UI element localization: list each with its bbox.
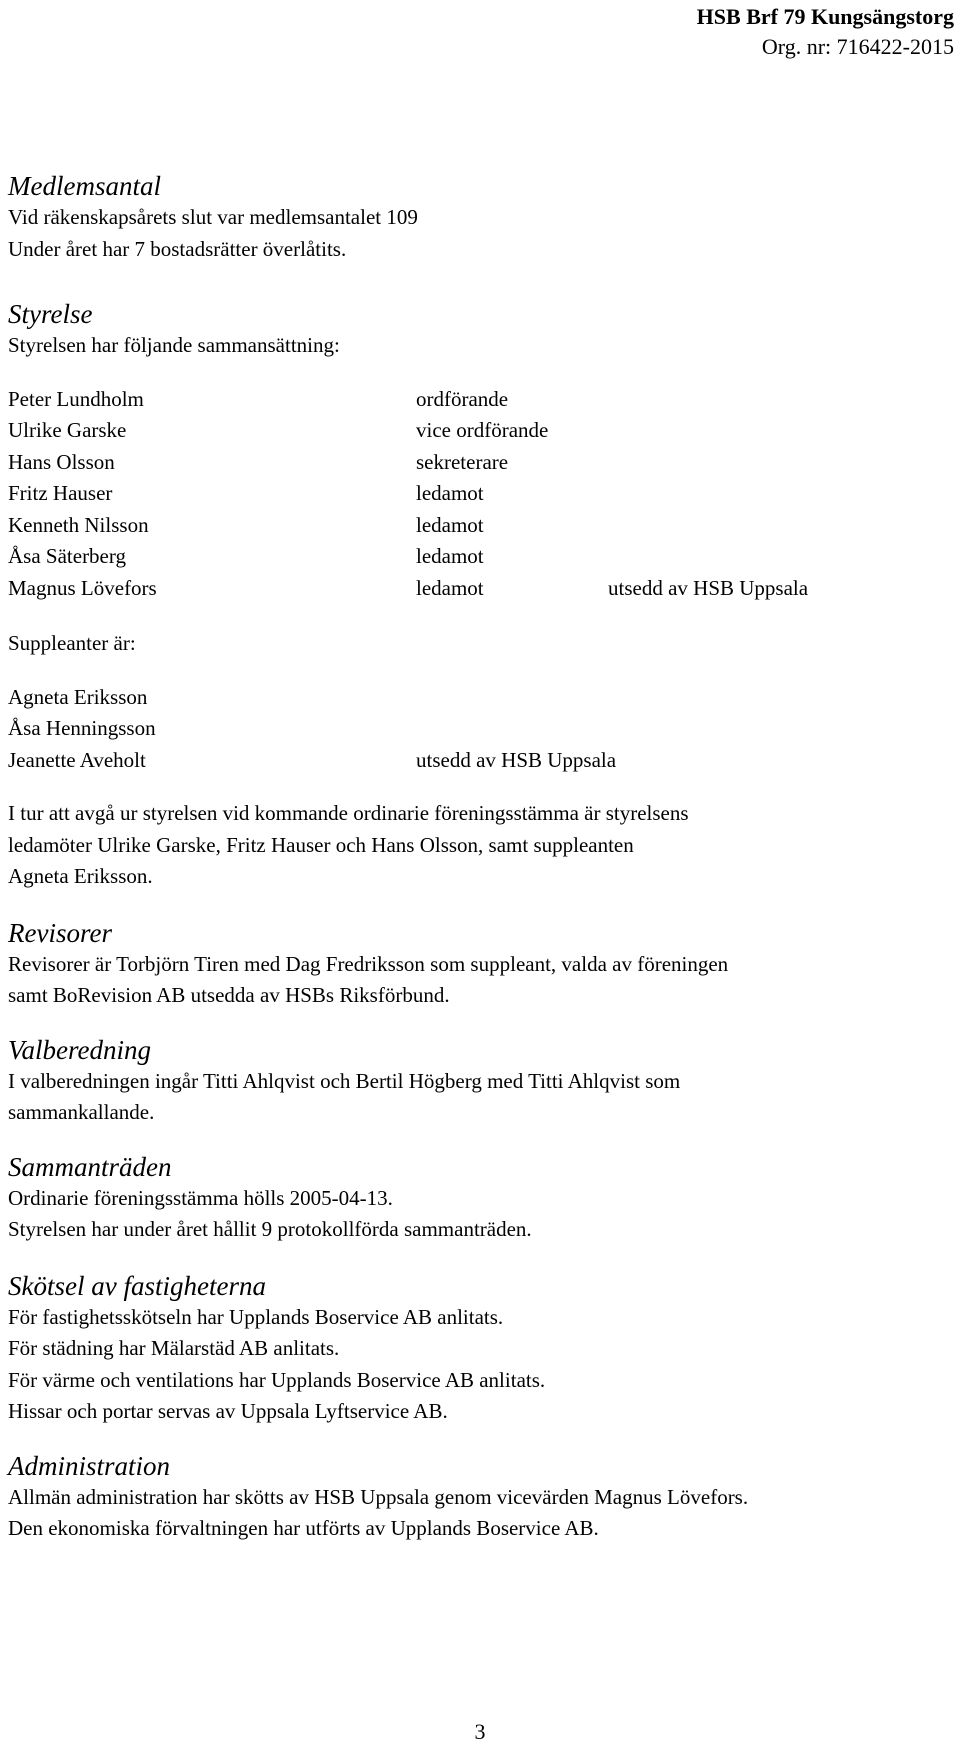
paragraph-line: Agneta Eriksson. [8,864,153,888]
board-member-row [8,384,956,416]
deputy-name: Jeanette Aveholt [8,747,146,772]
org-name: HSB Brf 79 Kungsängstorg [696,4,954,29]
board-member-row [8,447,956,479]
page-header [697,2,954,62]
member-role: vice ordförande [416,418,549,442]
member-name: Hans Olsson [8,449,115,474]
paragraph-line: Hissar och portar servas av Uppsala Lyftservice AB. [8,1399,448,1423]
suppleanter-label: Suppleanter är: [8,631,136,655]
deputy-row [8,713,956,745]
deputy-name: Åsa Henningsson [8,716,156,740]
board-members-list [8,384,956,605]
paragraph-line: Ordinarie föreningsstämma hölls 2005-04-13. [8,1185,393,1210]
paragraph-line: För värme och ventilations har Upplands Boservice AB anlitats. [8,1367,546,1392]
section-heading-administration: Administration [8,1450,171,1481]
section-heading-medlemsantal: Medlemsantal [8,171,161,201]
member-name: Kenneth Nilsson [8,512,149,537]
section-heading-sammantraden: Sammanträden [8,1151,172,1182]
member-name: Magnus Lövefors [8,575,157,600]
paragraph-line: Revisorer är Torbjörn Tiren med Dag Fredriksson som suppleant, valda av föreningen [8,951,729,976]
paragraph-line: För fastighetsskötseln har Upplands Boservice AB anlitats. [8,1304,504,1329]
member-role: ledamot [416,575,484,600]
section-heading-styrelse: Styrelse [8,299,93,329]
board-member-row [8,415,956,447]
member-role: ordförande [416,386,509,411]
section-heading-revisorer: Revisorer [8,917,112,948]
paragraph-line: Styrelsen har följande sammansättning: [8,333,340,357]
member-name: Ulrike Garske [8,418,127,442]
paragraph-line: Allmän administration har skötts av HSB Uppsala genom vicevärden Magnus Lövefors. [8,1484,749,1509]
paragraph-line: Under året har 7 bostadsrätter överlåtits. [8,236,347,261]
paragraph-line: samt BoRevision AB utsedda av HSBs Riksförbund. [8,983,450,1007]
member-name: Fritz Hauser [8,481,113,505]
paragraph-line: ledamöter Ulrike Garske, Fritz Hauser och Hans Olsson, samt suppleanten [8,832,634,857]
member-role: ledamot [416,481,484,505]
board-member-row [8,573,956,605]
board-member-row [8,541,956,573]
section-heading-skotsel: Skötsel av fastigheterna [8,1270,266,1301]
member-name: Åsa Säterberg [8,544,126,568]
member-role: ledamot [416,512,484,537]
member-name: Peter Lundholm [8,386,144,411]
deputy-name: Agneta Eriksson [8,684,148,709]
deputies-list [8,682,956,777]
document-body [8,170,956,1545]
page-number: 3 [474,1719,486,1744]
section-heading-valberedning: Valberedning [8,1034,151,1065]
paragraph-line: Styrelsen har under året hållit 9 protokollförda sammanträden. [8,1217,532,1241]
member-role: sekreterare [416,449,509,474]
paragraph-line: Den ekonomiska förvaltningen har utförts av Upplands Boservice AB. [8,1516,599,1540]
paragraph-line: I valberedningen ingår Titti Ahlqvist och Bertil Högberg med Titti Ahlqvist som [8,1068,681,1093]
deputy-note: utsedd av HSB Uppsala [416,747,617,772]
member-note: utsedd av HSB Uppsala [608,575,809,600]
paragraph-line: För städning har Mälarstäd AB anlitats. [8,1336,340,1360]
board-member-row [8,478,956,510]
paragraph-line: Vid räkenskapsårets slut var medlemsantalet 109 [8,205,418,229]
paragraph-line: I tur att avgå ur styrelsen vid kommande ordinarie föreningsstämma är styrelsens [8,801,689,825]
paragraph-line: sammankallande. [8,1100,155,1124]
deputy-row [8,682,956,714]
member-role: ledamot [416,544,484,568]
board-member-row [8,510,956,542]
org-number: Org. nr: 716422-2015 [761,34,954,59]
deputy-row [8,745,956,777]
